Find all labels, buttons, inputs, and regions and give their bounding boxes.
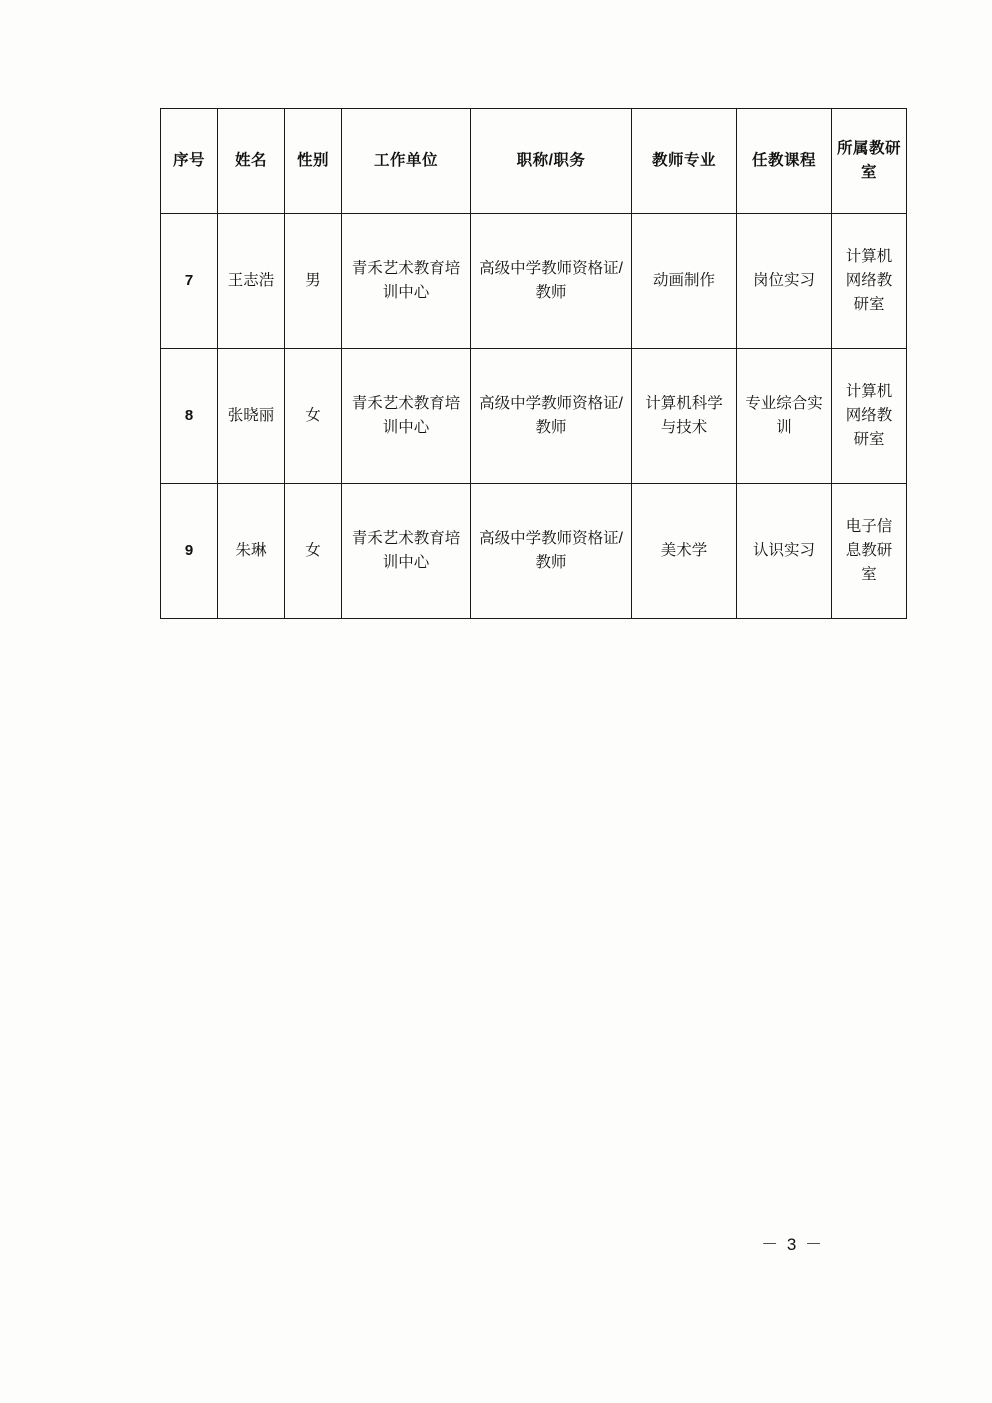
cell-name: 王志浩 [218,214,285,349]
cell-gender: 女 [285,349,342,484]
cell-teacher-major: 动画制作 [632,214,737,349]
table-row [161,214,907,349]
cell-teacher-major: 美术学 [632,484,737,619]
column-header-index: 序号 [161,109,218,214]
cell-name: 张晓丽 [218,349,285,484]
cell-title-position: 高级中学教师资格证/教师 [471,214,632,349]
cell-teaching-office: 计算机网络教研室 [832,214,907,349]
column-header-gender: 性别 [285,109,342,214]
cell-gender: 女 [285,484,342,619]
table-header [161,109,907,214]
cell-work-unit: 青禾艺术教育培训中心 [342,484,471,619]
table-row [161,349,907,484]
teacher-roster-table [160,108,907,619]
cell-title-position: 高级中学教师资格证/教师 [471,349,632,484]
table-body [161,214,907,619]
cell-index: 8 [161,349,218,484]
table-row [161,484,907,619]
cell-taught-course: 认识实习 [737,484,832,619]
column-header-work-unit: 工作单位 [342,109,471,214]
cell-gender: 男 [285,214,342,349]
cell-name: 朱琳 [218,484,285,619]
cell-teacher-major: 计算机科学与技术 [632,349,737,484]
column-header-teaching-office: 所属教研室 [832,109,907,214]
cell-work-unit: 青禾艺术教育培训中心 [342,349,471,484]
teacher-roster-table-container [160,108,901,619]
cell-index: 7 [161,214,218,349]
cell-work-unit: 青禾艺术教育培训中心 [342,214,471,349]
column-header-taught-course: 任教课程 [737,109,832,214]
page-number: － 3 － [761,1235,824,1254]
table-header-row [161,109,907,214]
cell-index: 9 [161,484,218,619]
column-header-teacher-major: 教师专业 [632,109,737,214]
column-header-name: 姓名 [218,109,285,214]
cell-taught-course: 岗位实习 [737,214,832,349]
cell-taught-course: 专业综合实训 [737,349,832,484]
cell-teaching-office: 计算机网络教研室 [832,349,907,484]
cell-teaching-office: 电子信息教研室 [832,484,907,619]
column-header-title-position: 职称/职务 [471,109,632,214]
cell-title-position: 高级中学教师资格证/教师 [471,484,632,619]
